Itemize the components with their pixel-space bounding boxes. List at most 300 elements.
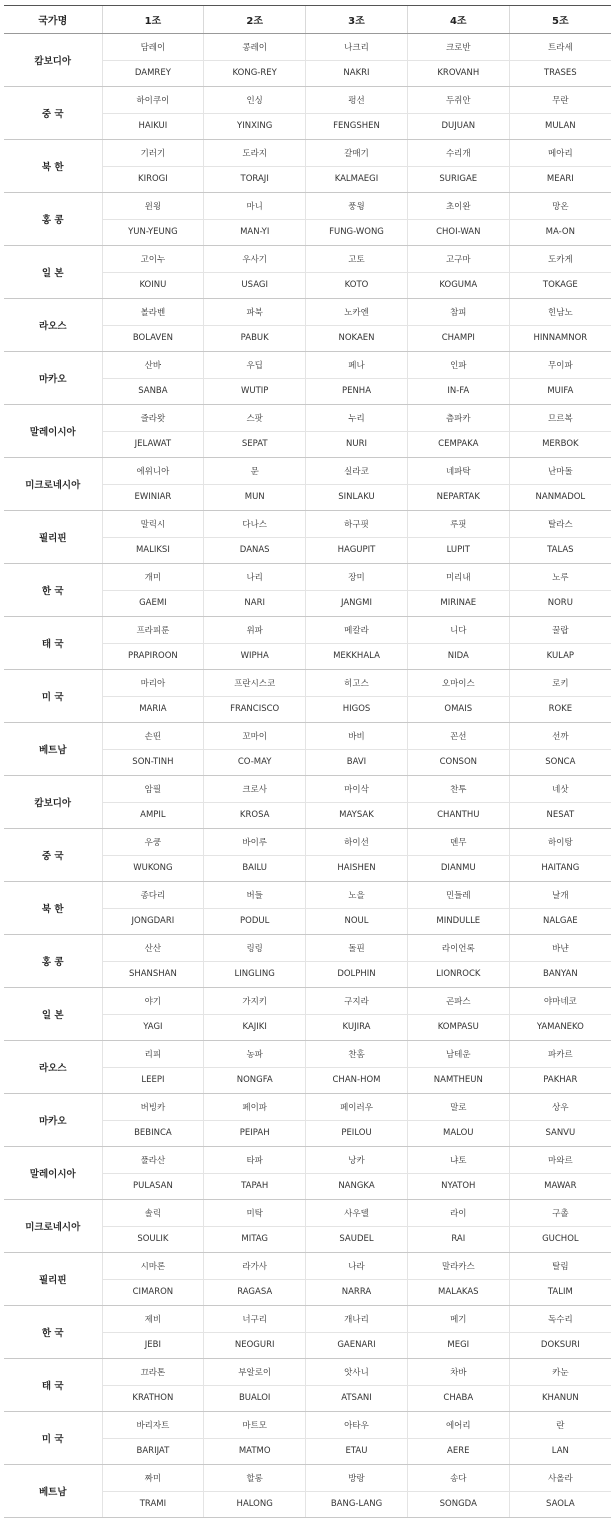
table-row-korean [4,1147,611,1174]
typhoon-name-korean: 짜미 [102,1465,204,1492]
typhoon-name-english: PEILOU [306,1120,408,1147]
typhoon-name-korean: 상우 [509,1094,611,1121]
typhoon-name-english: LIONROCK [407,961,509,988]
typhoon-name-english: BAILU [204,855,306,882]
typhoon-name-english: NIDA [407,643,509,670]
country-name: 미크로네시아 [4,1200,102,1253]
typhoon-name-english: PENHA [306,378,408,405]
typhoon-name-korean: 말라카스 [407,1253,509,1280]
table-row-korean [4,140,611,167]
typhoon-name-korean: 인싱 [204,87,306,114]
typhoon-name-korean: 마니 [204,193,306,220]
typhoon-name-english: MEARI [509,166,611,193]
typhoon-name-english: MAN-YI [204,219,306,246]
typhoon-name-korean: 하구핏 [306,511,408,538]
typhoon-name-korean: 할롱 [204,1465,306,1492]
typhoon-name-english: TRASES [509,60,611,87]
typhoon-name-korean: 시마론 [102,1253,204,1280]
typhoon-name-korean: 콩레이 [204,34,306,61]
typhoon-name-korean: 마리아 [102,670,204,697]
typhoon-name-english: BUALOI [204,1385,306,1412]
typhoon-name-korean: 스팟 [204,405,306,432]
typhoon-name-english: FENGSHEN [306,113,408,140]
typhoon-name-english: NOKAEN [306,325,408,352]
typhoon-name-korean: 장미 [306,564,408,591]
country-name: 베트남 [4,723,102,776]
country-name: 홍 콩 [4,935,102,988]
typhoon-name-english: KALMAEGI [306,166,408,193]
typhoon-name-korean: 민들레 [407,882,509,909]
typhoon-name-english: KOMPASU [407,1014,509,1041]
typhoon-name-korean: 므르복 [509,405,611,432]
typhoon-name-korean: 낭카 [306,1147,408,1174]
typhoon-name-korean: 솔릭 [102,1200,204,1227]
typhoon-name-korean: 갈매기 [306,140,408,167]
header-group-5: 5조 [509,6,611,34]
typhoon-name-english: LUPIT [407,537,509,564]
typhoon-name-korean: 망온 [509,193,611,220]
typhoon-name-english: TRAMI [102,1491,204,1518]
typhoon-name-korean: 에위니아 [102,458,204,485]
typhoon-name-english: CHAMPI [407,325,509,352]
typhoon-name-english: CHAN-HOM [306,1067,408,1094]
country-name: 라오스 [4,299,102,352]
typhoon-name-english: TALAS [509,537,611,564]
typhoon-name-english: NORU [509,590,611,617]
typhoon-name-english: KAJIKI [204,1014,306,1041]
typhoon-name-english: KRATHON [102,1385,204,1412]
typhoon-name-english: GAENARI [306,1332,408,1359]
typhoon-name-korean: 꼰선 [407,723,509,750]
typhoon-name-korean: 말로 [407,1094,509,1121]
typhoon-name-english: KULAP [509,643,611,670]
typhoon-name-korean: 미탁 [204,1200,306,1227]
typhoon-name-english: CEMPAKA [407,431,509,458]
header-country: 국가명 [4,6,102,34]
country-name: 일 본 [4,246,102,299]
typhoon-name-korean: 나라 [306,1253,408,1280]
typhoon-name-english: KOINU [102,272,204,299]
typhoon-name-english: ETAU [306,1438,408,1465]
typhoon-name-korean: 츰파카 [407,405,509,432]
header-group-4: 4조 [407,6,509,34]
country-name: 한 국 [4,564,102,617]
typhoon-name-english: NEPARTAK [407,484,509,511]
typhoon-name-korean: 제비 [102,1306,204,1333]
typhoon-name-korean: 고구마 [407,246,509,273]
typhoon-name-english: MAWAR [509,1173,611,1200]
typhoon-name-korean: 즐라왓 [102,405,204,432]
typhoon-name-korean: 우사기 [204,246,306,273]
typhoon-name-english: KROVANH [407,60,509,87]
typhoon-name-korean: 뎬무 [407,829,509,856]
typhoon-name-english: EWINIAR [102,484,204,511]
typhoon-name-english: SHANSHAN [102,961,204,988]
typhoon-name-korean: 에어리 [407,1412,509,1439]
typhoon-name-english: NAMTHEUN [407,1067,509,1094]
typhoon-name-english: SANVU [509,1120,611,1147]
typhoon-name-english: SONCA [509,749,611,776]
typhoon-name-english: CIMARON [102,1279,204,1306]
table-row-korean [4,1253,611,1280]
typhoon-name-english: FRANCISCO [204,696,306,723]
typhoon-name-english: CO-MAY [204,749,306,776]
table-row-korean [4,193,611,220]
typhoon-name-korean: 펑선 [306,87,408,114]
typhoon-name-english: MERBOK [509,431,611,458]
typhoon-name-korean: 사올라 [509,1465,611,1492]
country-name: 중 국 [4,829,102,882]
typhoon-name-korean: 찬투 [407,776,509,803]
typhoon-name-korean: 야마네코 [509,988,611,1015]
country-name: 한 국 [4,1306,102,1359]
typhoon-name-english: MITAG [204,1226,306,1253]
country-name: 북 한 [4,140,102,193]
typhoon-name-korean: 페이파 [204,1094,306,1121]
typhoon-name-korean: 누리 [306,405,408,432]
typhoon-name-korean: 미리내 [407,564,509,591]
table-row-korean [4,1041,611,1068]
typhoon-name-english: SAOLA [509,1491,611,1518]
typhoon-name-korean: 노을 [306,882,408,909]
typhoon-name-english: JEBI [102,1332,204,1359]
country-name: 미 국 [4,670,102,723]
typhoon-name-korean: 농파 [204,1041,306,1068]
header-group-1: 1조 [102,6,204,34]
typhoon-name-english: BANG-LANG [306,1491,408,1518]
typhoon-name-korean: 하이쿠이 [102,87,204,114]
typhoon-name-korean: 파카르 [509,1041,611,1068]
typhoon-name-english: KHANUN [509,1385,611,1412]
table-row-korean [4,1359,611,1386]
typhoon-name-english: CHOI-WAN [407,219,509,246]
typhoon-name-korean: 메기 [407,1306,509,1333]
typhoon-name-korean: 문 [204,458,306,485]
typhoon-name-korean: 너구리 [204,1306,306,1333]
typhoon-name-korean: 독수리 [509,1306,611,1333]
typhoon-name-korean: 기러기 [102,140,204,167]
country-name: 미 국 [4,1412,102,1465]
typhoon-name-english: MARIA [102,696,204,723]
typhoon-name-korean: 꿀랍 [509,617,611,644]
country-name: 북 한 [4,882,102,935]
typhoon-name-korean: 메칼라 [306,617,408,644]
typhoon-name-english: SONGDA [407,1491,509,1518]
country-name: 마카오 [4,1094,102,1147]
typhoon-name-english: TORAJI [204,166,306,193]
typhoon-name-english: SINLAKU [306,484,408,511]
typhoon-name-korean: 아타우 [306,1412,408,1439]
typhoon-name-english: FUNG-WONG [306,219,408,246]
typhoon-name-korean: 라이언록 [407,935,509,962]
typhoon-name-english: DAMREY [102,60,204,87]
country-name: 일 본 [4,988,102,1041]
typhoon-name-korean: 나리 [204,564,306,591]
typhoon-name-english: TALIM [509,1279,611,1306]
typhoon-name-korean: 위파 [204,617,306,644]
typhoon-name-english: GAEMI [102,590,204,617]
typhoon-name-korean: 풀라산 [102,1147,204,1174]
typhoon-name-korean: 가지키 [204,988,306,1015]
typhoon-name-korean: 찬홈 [306,1041,408,1068]
typhoon-name-korean: 란 [509,1412,611,1439]
table-row-korean [4,670,611,697]
typhoon-name-korean: 차바 [407,1359,509,1386]
typhoon-name-english: HIGOS [306,696,408,723]
typhoon-name-korean: 풍윙 [306,193,408,220]
typhoon-name-korean: 곤파스 [407,988,509,1015]
typhoon-name-korean: 노루 [509,564,611,591]
table-row-korean [4,1412,611,1439]
typhoon-name-english: CONSON [407,749,509,776]
typhoon-name-korean: 버들 [204,882,306,909]
country-name: 태 국 [4,617,102,670]
typhoon-name-english: GUCHOL [509,1226,611,1253]
typhoon-name-korean: 말릭시 [102,511,204,538]
typhoon-name-english: KROSA [204,802,306,829]
typhoon-name-korean: 개미 [102,564,204,591]
typhoon-name-korean: 초이완 [407,193,509,220]
typhoon-name-korean: 다나스 [204,511,306,538]
typhoon-name-english: IN-FA [407,378,509,405]
header-group-3: 3조 [306,6,408,34]
typhoon-name-korean: 산산 [102,935,204,962]
typhoon-name-english: MATMO [204,1438,306,1465]
typhoon-name-english: AMPIL [102,802,204,829]
table-row-korean [4,511,611,538]
typhoon-name-english: DOKSURI [509,1332,611,1359]
typhoon-name-korean: 꼬마이 [204,723,306,750]
typhoon-name-korean: 날개 [509,882,611,909]
typhoon-name-english: YUN-YEUNG [102,219,204,246]
typhoon-name-english: WIPHA [204,643,306,670]
typhoon-name-korean: 암필 [102,776,204,803]
typhoon-name-korean: 탈림 [509,1253,611,1280]
typhoon-name-english: KOGUMA [407,272,509,299]
typhoon-name-korean: 노카엔 [306,299,408,326]
table-row-korean [4,988,611,1015]
typhoon-name-korean: 파북 [204,299,306,326]
typhoon-name-english: NAKRI [306,60,408,87]
typhoon-name-korean: 실라코 [306,458,408,485]
typhoon-name-english: PRAPIROON [102,643,204,670]
typhoon-name-english: KOTO [306,272,408,299]
typhoon-name-korean: 힌남노 [509,299,611,326]
typhoon-name-english: LEEPI [102,1067,204,1094]
typhoon-name-korean: 우쿵 [102,829,204,856]
typhoon-name-english: MALOU [407,1120,509,1147]
typhoon-name-english: NARRA [306,1279,408,1306]
typhoon-name-english: YAMANEKO [509,1014,611,1041]
typhoon-names-table [4,5,611,1518]
typhoon-name-korean: 메아리 [509,140,611,167]
typhoon-name-english: OMAIS [407,696,509,723]
typhoon-name-korean: 구촐 [509,1200,611,1227]
typhoon-name-english: BOLAVEN [102,325,204,352]
typhoon-name-english: NARI [204,590,306,617]
typhoon-name-english: KIROGI [102,166,204,193]
typhoon-name-korean: 바이루 [204,829,306,856]
country-name: 라오스 [4,1041,102,1094]
typhoon-name-korean: 라이 [407,1200,509,1227]
table-row-korean [4,1465,611,1492]
typhoon-name-english: NANMADOL [509,484,611,511]
typhoon-name-korean: 방랑 [306,1465,408,1492]
table-row-korean [4,776,611,803]
typhoon-name-korean: 고토 [306,246,408,273]
typhoon-name-english: HINNAMNOR [509,325,611,352]
typhoon-name-english: JONGDARI [102,908,204,935]
typhoon-name-english: MALAKAS [407,1279,509,1306]
typhoon-name-korean: 나크리 [306,34,408,61]
header-row [4,6,611,34]
typhoon-name-english: MAYSAK [306,802,408,829]
typhoon-name-english: NESAT [509,802,611,829]
typhoon-name-korean: 페이러우 [306,1094,408,1121]
typhoon-name-korean: 송다 [407,1465,509,1492]
table-header [4,6,611,34]
typhoon-name-korean: 링링 [204,935,306,962]
typhoon-name-korean: 마트모 [204,1412,306,1439]
typhoon-name-korean: 마이삭 [306,776,408,803]
typhoon-name-english: USAGI [204,272,306,299]
typhoon-name-korean: 니다 [407,617,509,644]
typhoon-name-english: RAGASA [204,1279,306,1306]
typhoon-name-korean: 종다리 [102,882,204,909]
typhoon-name-korean: 바리자트 [102,1412,204,1439]
typhoon-name-english: SAUDEL [306,1226,408,1253]
typhoon-name-english: ROKE [509,696,611,723]
typhoon-name-english: HAIKUI [102,113,204,140]
typhoon-name-english: CHANTHU [407,802,509,829]
typhoon-name-korean: 프란시스코 [204,670,306,697]
typhoon-name-english: DOLPHIN [306,961,408,988]
typhoon-name-english: TAPAH [204,1173,306,1200]
typhoon-name-english: SON-TINH [102,749,204,776]
typhoon-name-korean: 루핏 [407,511,509,538]
typhoon-name-korean: 사우델 [306,1200,408,1227]
typhoon-name-korean: 개나리 [306,1306,408,1333]
typhoon-name-english: SANBA [102,378,204,405]
country-name: 필리핀 [4,1253,102,1306]
typhoon-name-english: CHABA [407,1385,509,1412]
typhoon-name-korean: 프라피룬 [102,617,204,644]
typhoon-name-english: DIANMU [407,855,509,882]
table-row-korean [4,935,611,962]
typhoon-name-english: YAGI [102,1014,204,1041]
typhoon-name-english: BANYAN [509,961,611,988]
country-name: 말레이시아 [4,405,102,458]
typhoon-name-english: YINXING [204,113,306,140]
table-row-korean [4,829,611,856]
typhoon-name-korean: 선까 [509,723,611,750]
table-row-korean [4,1094,611,1121]
typhoon-name-korean: 윈욍 [102,193,204,220]
table-row-korean [4,405,611,432]
typhoon-name-english: LINGLING [204,961,306,988]
typhoon-name-english: AERE [407,1438,509,1465]
country-name: 베트남 [4,1465,102,1518]
typhoon-name-korean: 네삿 [509,776,611,803]
country-name: 중 국 [4,87,102,140]
typhoon-name-korean: 참피 [407,299,509,326]
typhoon-name-english: RAI [407,1226,509,1253]
typhoon-name-korean: 남테운 [407,1041,509,1068]
typhoon-name-english: DUJUAN [407,113,509,140]
typhoon-name-english: NANGKA [306,1173,408,1200]
typhoon-name-korean: 두쥐안 [407,87,509,114]
typhoon-name-english: BAVI [306,749,408,776]
typhoon-name-english: NALGAE [509,908,611,935]
country-name: 홍 콩 [4,193,102,246]
typhoon-name-english: TOKAGE [509,272,611,299]
typhoon-name-korean: 담레이 [102,34,204,61]
country-name: 태 국 [4,1359,102,1412]
typhoon-name-english: PAKHAR [509,1067,611,1094]
typhoon-name-english: NOUL [306,908,408,935]
typhoon-name-korean: 버빙카 [102,1094,204,1121]
typhoon-name-korean: 바냔 [509,935,611,962]
typhoon-name-english: MULAN [509,113,611,140]
country-name: 캄보디아 [4,776,102,829]
typhoon-name-korean: 리피 [102,1041,204,1068]
country-name: 필리핀 [4,511,102,564]
typhoon-name-korean: 타파 [204,1147,306,1174]
table-row-korean [4,1200,611,1227]
typhoon-name-english: PULASAN [102,1173,204,1200]
country-name: 미크로네시아 [4,458,102,511]
typhoon-name-korean: 네파탁 [407,458,509,485]
typhoon-name-english: MINDULLE [407,908,509,935]
typhoon-name-english: LAN [509,1438,611,1465]
typhoon-name-korean: 앗사니 [306,1359,408,1386]
typhoon-name-english: ATSANI [306,1385,408,1412]
typhoon-name-english: NEOGURI [204,1332,306,1359]
typhoon-name-korean: 무란 [509,87,611,114]
typhoon-name-korean: 크로사 [204,776,306,803]
typhoon-name-korean: 산바 [102,352,204,379]
typhoon-name-korean: 크로반 [407,34,509,61]
typhoon-name-english: SEPAT [204,431,306,458]
typhoon-name-english: WUKONG [102,855,204,882]
typhoon-name-korean: 난마돌 [509,458,611,485]
typhoon-name-english: MA-ON [509,219,611,246]
typhoon-name-english: MEKKHALA [306,643,408,670]
typhoon-name-english: SURIGAE [407,166,509,193]
typhoon-name-english: KUJIRA [306,1014,408,1041]
table-row-korean [4,1306,611,1333]
typhoon-name-korean: 로키 [509,670,611,697]
typhoon-name-korean: 볼라벤 [102,299,204,326]
typhoon-name-korean: 오마이스 [407,670,509,697]
typhoon-name-korean: 야기 [102,988,204,1015]
table-row-korean [4,617,611,644]
typhoon-name-english: BARIJAT [102,1438,204,1465]
typhoon-name-korean: 냐토 [407,1147,509,1174]
typhoon-name-english: HAISHEN [306,855,408,882]
typhoon-name-korean: 우딥 [204,352,306,379]
table-row-korean [4,87,611,114]
table-row-korean [4,34,611,61]
typhoon-name-english: HALONG [204,1491,306,1518]
typhoon-name-korean: 카눈 [509,1359,611,1386]
typhoon-name-korean: 히고스 [306,670,408,697]
typhoon-name-korean: 하이선 [306,829,408,856]
typhoon-name-english: MALIKSI [102,537,204,564]
typhoon-name-english: MUIFA [509,378,611,405]
typhoon-name-korean: 수리개 [407,140,509,167]
header-group-2: 2조 [204,6,306,34]
